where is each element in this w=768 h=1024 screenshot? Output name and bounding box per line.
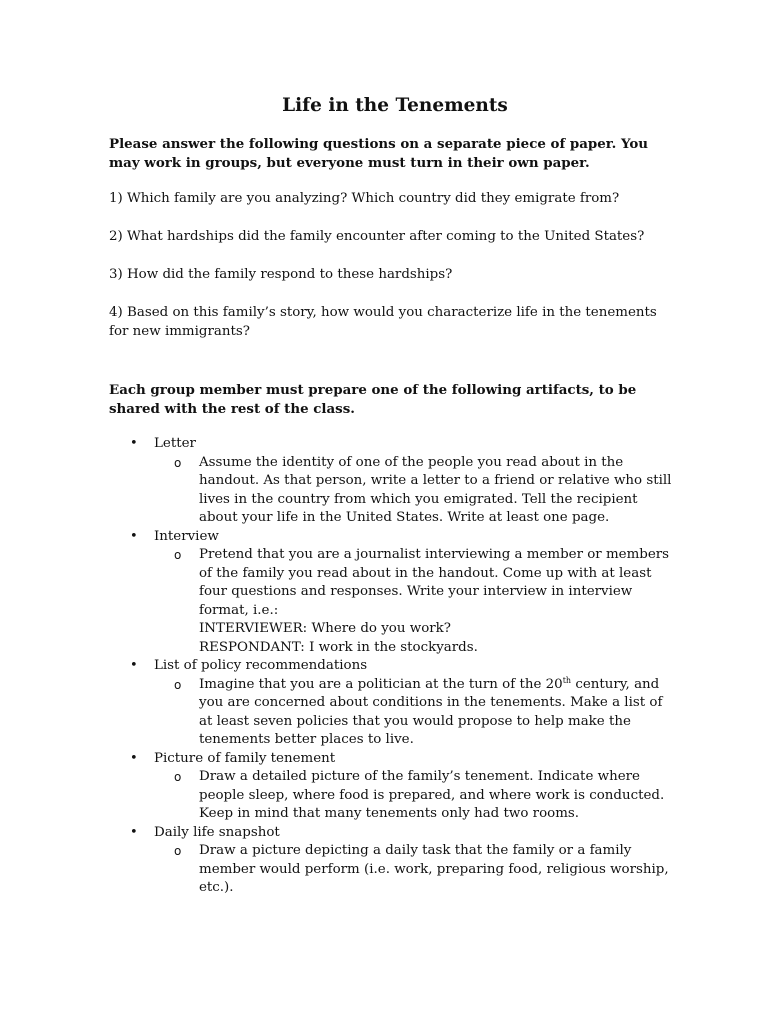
artifact-detail [154, 768, 679, 824]
artifact-label: Interview [154, 528, 219, 544]
question-4: 4) Based on this family’s story, how would you characterize life in the tenements for new immigrants? [109, 305, 657, 339]
artifact-label: Daily life snapshot [154, 824, 280, 840]
page-title: Life in the Tenements [282, 95, 508, 116]
question-3: 3) How did the family respond to these hardships? [109, 267, 453, 282]
artifact-item-snapshot [109, 824, 679, 898]
question-2: 2) What hardships did the family encounter after coming to the United States? [109, 229, 645, 244]
artifacts-intro: Each group member must prepare one of the following artifacts, to be shared with the rest of the class. [109, 382, 637, 417]
artifact-detail [154, 454, 679, 528]
bullet-icon: • [130, 750, 138, 766]
artifact-detail-text: Draw a picture depicting a daily task that the family or a family member would perform (i.e. work, preparing food, religious worship, etc.). [199, 843, 669, 895]
artifact-detail-text-start: Imagine that you are a politician at the turn of the 20 [199, 676, 563, 692]
artifact-item-letter [109, 435, 679, 528]
sub-bullet-icon: o [174, 677, 182, 692]
bullet-icon: • [130, 436, 138, 451]
instructions: Please answer the following questions on a separate piece of paper. You may work in groups, but everyone must turn in their own paper. [109, 136, 649, 171]
artifact-label: Letter [154, 436, 196, 451]
question-1: 1) Which family are you analyzing? Which country did they emigrate from? [109, 191, 620, 206]
artifact-detail-text: Draw a detailed picture of the family’s tenement. Indicate where people sleep, where food is prepared, and where work is conducted. Keep in mind that many tenements only had two rooms. [199, 769, 665, 821]
sub-bullet-icon: o [174, 844, 182, 858]
artifact-item-policy [109, 657, 679, 750]
artifact-detail [154, 546, 679, 657]
artifact-detail [154, 842, 679, 898]
bullet-icon: • [130, 658, 138, 673]
artifact-detail-text: Pretend that you are a journalist interviewing a member or members of the family you read about in the handout. Come up with at least four questions and responses. Write your interview in interview format, i.e.: [199, 547, 670, 618]
artifact-item-picture [109, 750, 679, 824]
sub-bullet-icon: o [174, 455, 182, 470]
interview-example-question: INTERVIEWER: Where do you work? [199, 621, 451, 636]
artifact-detail [154, 676, 679, 750]
sub-bullet-icon: o [174, 548, 182, 562]
artifact-detail-text-end: century, and you are concerned about conditions in the tenements. Make a list of at least seven policies that you would propose to help make the tenements better places to live. [199, 676, 663, 747]
interview-example-answer: RESPONDANT: I work in the stockyards. [199, 639, 478, 655]
artifact-list [109, 435, 679, 898]
artifact-item-interview [109, 528, 679, 658]
bullet-icon: • [130, 528, 138, 544]
artifact-label: List of policy recommendations [154, 658, 368, 673]
ordinal-suffix: th [562, 675, 572, 685]
artifact-label: Picture of family tenement [154, 750, 336, 766]
worksheet-page [109, 94, 679, 898]
bullet-icon: • [130, 824, 138, 840]
sub-bullet-icon: o [174, 770, 182, 784]
artifact-detail-text: Assume the identity of one of the people you read about in the handout. As that person, write a letter to a friend or relative who still lives in the country from which you emigrated. Tell the recipient about your life in the United States. Write at least one page. [199, 454, 672, 525]
